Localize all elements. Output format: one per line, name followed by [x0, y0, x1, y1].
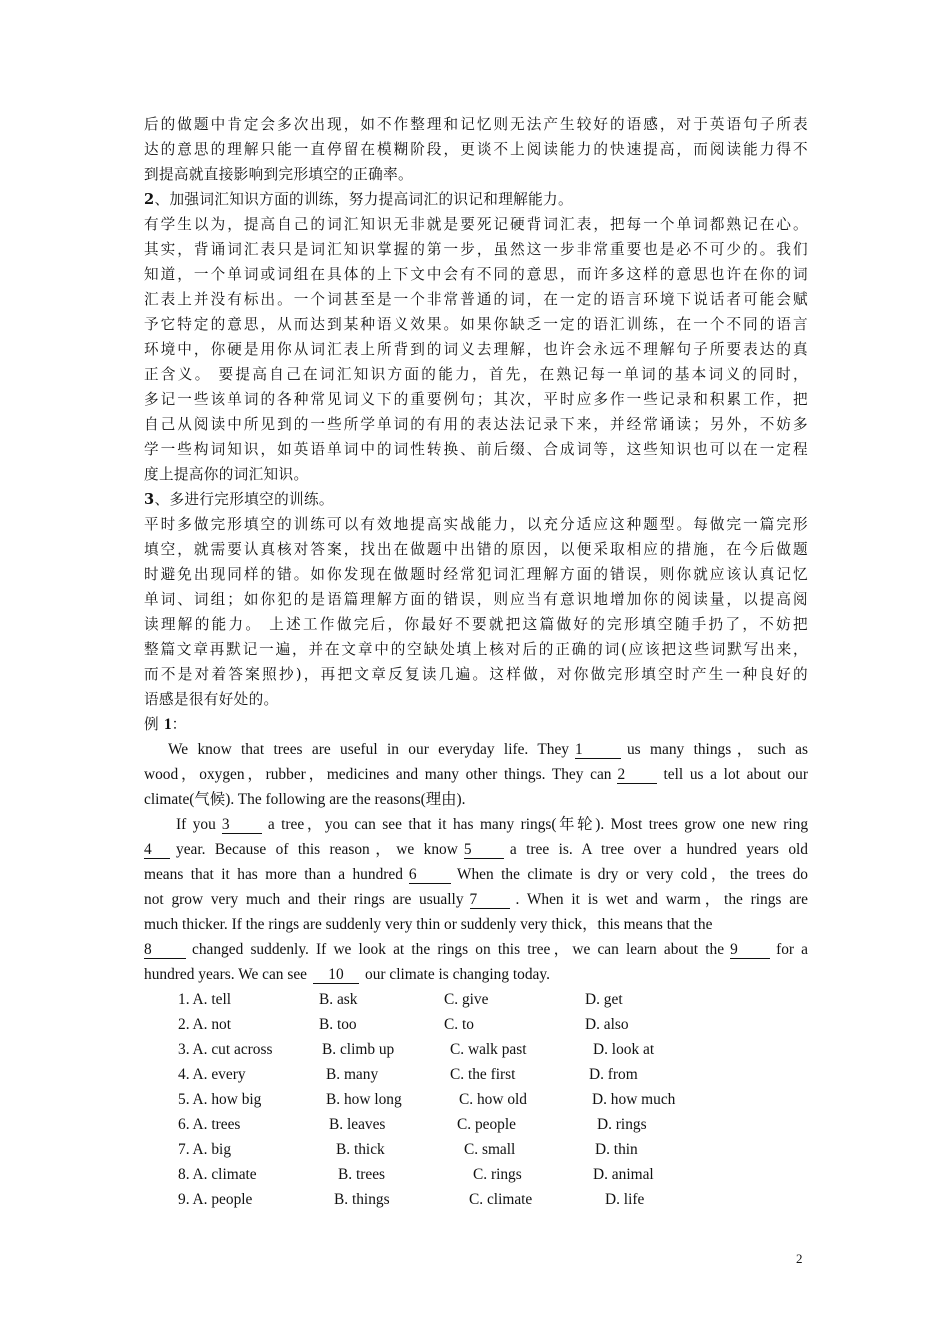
option-row — [144, 1037, 808, 1062]
option-row — [144, 987, 808, 1012]
section-2-line: 环境中，你硬是用你从词汇表上所背到的词义去理解，也许会永远不理解句子所要表达的真 — [144, 341, 808, 358]
option-4-a: 4. A. every — [178, 1066, 246, 1083]
option-3-b: B. climb up — [322, 1041, 395, 1058]
option-row — [144, 1062, 808, 1087]
option-9-a: 9. A. people — [178, 1191, 253, 1208]
blank-5: 5 — [464, 842, 504, 859]
option-row — [144, 1087, 808, 1112]
option-4-d: D. from — [589, 1066, 638, 1083]
passage-line: much thicker. If the rings are suddenly very thin or suddenly very thick，this means that the — [144, 916, 713, 933]
blank-8: 8 — [144, 942, 186, 959]
option-2-b: B. too — [319, 1016, 357, 1033]
passage-line: hundred years. We can see 10 our climate is changing today. — [144, 966, 550, 983]
page-number: 2 — [796, 1251, 803, 1266]
blank-3: 3 — [222, 817, 262, 834]
section-2-line: 知道，一个单词或词组在具体的上下文中会有不同的意思，而许多这样的意思也许在你的词 — [144, 266, 808, 283]
option-7-c: C. small — [464, 1141, 516, 1158]
option-row — [144, 1187, 808, 1212]
passage-line: We know that trees are useful in our everyday life. They 1 us many things，such as — [168, 741, 808, 758]
passage-line: If you 3 a tree，you can see that it has many rings(年轮). Most trees grow one new ring — [176, 816, 808, 833]
passage-line: climate(气候). The following are the reasons(理由). — [144, 791, 466, 808]
section-3-line: 填空，就需要认真核对答案，找出在做题中出错的原因，以便采取相应的措施，在今后做题 — [144, 541, 808, 558]
option-9-b: B. things — [334, 1191, 390, 1208]
option-9-d: D. life — [605, 1191, 645, 1208]
section-2-line: 学一些构词知识，如英语单词中的词性转换、前后缀、合成词等，这些知识也可以在一定程 — [144, 441, 808, 458]
blank-4: 4 — [144, 842, 170, 859]
option-3-d: D. look at — [593, 1041, 655, 1058]
document-body — [144, 112, 808, 1212]
intro-line: 后的做题中肯定会多次出现，如不作整理和记忆则无法产生较好的语感，对于英语句子所表 — [144, 116, 808, 133]
passage-line: 8 changed suddenly. If we look at the rings on this tree，we can learn about the 9 for a — [144, 941, 808, 958]
intro-line: 到提高就直接影响到完形填空的正确率。 — [144, 166, 413, 183]
option-6-c: C. people — [457, 1116, 516, 1133]
option-6-a: 6. A. trees — [178, 1116, 241, 1133]
section-2-line: 其实，背诵词汇表只是词汇知识掌握的第一步，虽然这一步非常重要也是必不可少的。我们 — [144, 241, 808, 258]
blank-2: 2 — [617, 767, 657, 784]
option-6-d: D. rings — [597, 1116, 647, 1133]
section-2-heading: 2、加强词汇知识方面的训练，努力提高词汇的识记和理解能力。 — [144, 191, 573, 208]
option-5-d: D. how much — [592, 1091, 676, 1108]
section-3-line: 读理解的能力。 上述工作做完后，你最好不要就把这篇做好的完形填空随手扔了，不妨把 — [144, 616, 808, 633]
option-1-c: C. give — [444, 991, 489, 1008]
option-9-c: C. climate — [469, 1191, 533, 1208]
passage-line: wood，oxygen，rubber，medicines and many other things. They can 2 tell us a lot about our — [144, 766, 808, 783]
option-6-b: B. leaves — [329, 1116, 386, 1133]
section-2-line: 正含义。 要提高自己在词汇知识方面的能力，首先，在熟记每一单词的基本词义的同时， — [144, 366, 808, 383]
section-3-line: 平时多做完形填空的训练可以有效地提高实战能力，以充分适应这种题型。每做完一篇完形 — [144, 516, 808, 533]
section-2-line: 度上提高你的词汇知识。 — [144, 466, 309, 483]
section-3-line: 整篇文章再默记一遍，并在文章中的空缺处填上核对后的正确的词(应该把这些词默写出来， — [144, 641, 808, 658]
option-4-b: B. many — [326, 1066, 379, 1083]
section-3-heading: 3、多进行完形填空的训练。 — [144, 491, 334, 508]
option-1-a: 1. A. tell — [178, 991, 232, 1008]
option-1-b: B. ask — [319, 991, 358, 1008]
blank-10: 10 — [313, 967, 359, 984]
blank-1: 1 — [575, 742, 621, 759]
option-3-c: C. walk past — [450, 1041, 527, 1058]
option-1-d: D. get — [585, 991, 623, 1008]
option-2-a: 2. A. not — [178, 1016, 232, 1033]
passage-line: not grow very much and their rings are usually 7 . When it is wet and warm，the rings are — [144, 891, 808, 908]
option-row — [144, 1012, 808, 1037]
option-7-b: B. thick — [336, 1141, 385, 1158]
option-5-b: B. how long — [326, 1091, 402, 1108]
option-8-c: C. rings — [473, 1166, 522, 1183]
blank-6: 6 — [409, 867, 451, 884]
option-8-a: 8. A. climate — [178, 1166, 257, 1183]
option-row — [144, 1112, 808, 1137]
option-5-a: 5. A. how big — [178, 1091, 262, 1108]
section-3-line: 单词、词组；如你犯的是语篇理解方面的错误，则应当有意识地增加你的阅读量，以提高阅 — [144, 591, 808, 608]
section-3-line: 而不是对着答案照抄)，再把文章反复读几遍。这样做，对你做完形填空时产生一种良好的 — [144, 666, 808, 683]
option-7-a: 7. A. big — [178, 1141, 232, 1158]
passage-line: 4 year. Because of this reason，we know 5 a tree is. A tree over a hundred years old — [144, 841, 808, 858]
option-8-b: B. trees — [338, 1166, 386, 1183]
option-7-d: D. thin — [595, 1141, 638, 1158]
passage-line: means that it has more than a hundred 6 When the climate is dry or very cold，the trees do — [144, 866, 808, 883]
section-2-line: 汇表上并没有标出。一个词甚至是一个非常普通的词，在一定的语言环境下说话者可能会赋 — [144, 291, 808, 308]
section-2-line: 多记一些该单词的各种常见词义下的重要例句；其次，平时应多作一些记录和积累工作，把 — [144, 391, 808, 408]
section-2-line: 自己从阅读中所见到的一些所学单词的有用的表达法记录下来，并经常诵读；另外，不妨多 — [144, 416, 808, 433]
blank-9: 9 — [730, 942, 770, 959]
intro-line: 达的意思的理解只能一直停留在模糊阶段，更谈不上阅读能力的快速提高，而阅读能力得不 — [144, 141, 808, 158]
section-2-line: 予它特定的意思，从而达到某种语义效果。如果你缺乏一定的语汇训练，在一个不同的语言 — [144, 316, 808, 333]
section-2-line: 有学生以为，提高自己的词汇知识无非就是要死记硬背词汇表，把每一个单词都熟记在心。 — [144, 216, 808, 233]
option-2-d: D. also — [585, 1016, 629, 1033]
option-8-d: D. animal — [593, 1166, 654, 1183]
example-label: 例 1： — [144, 716, 187, 733]
option-2-c: C. to — [444, 1016, 474, 1033]
blank-7: 7 — [470, 892, 510, 909]
section-3-line: 语感是很有好处的。 — [144, 691, 279, 708]
option-row — [144, 1162, 808, 1187]
answer-options — [144, 987, 808, 1212]
option-3-a: 3. A. cut across — [178, 1041, 273, 1058]
option-4-c: C. the first — [450, 1066, 516, 1083]
option-5-c: C. how old — [459, 1091, 527, 1108]
section-3-line: 时避免出现同样的错。如你发现在做题时经常犯词汇理解方面的错误，则你就应该认真记忆 — [144, 566, 808, 583]
option-row — [144, 1137, 808, 1162]
